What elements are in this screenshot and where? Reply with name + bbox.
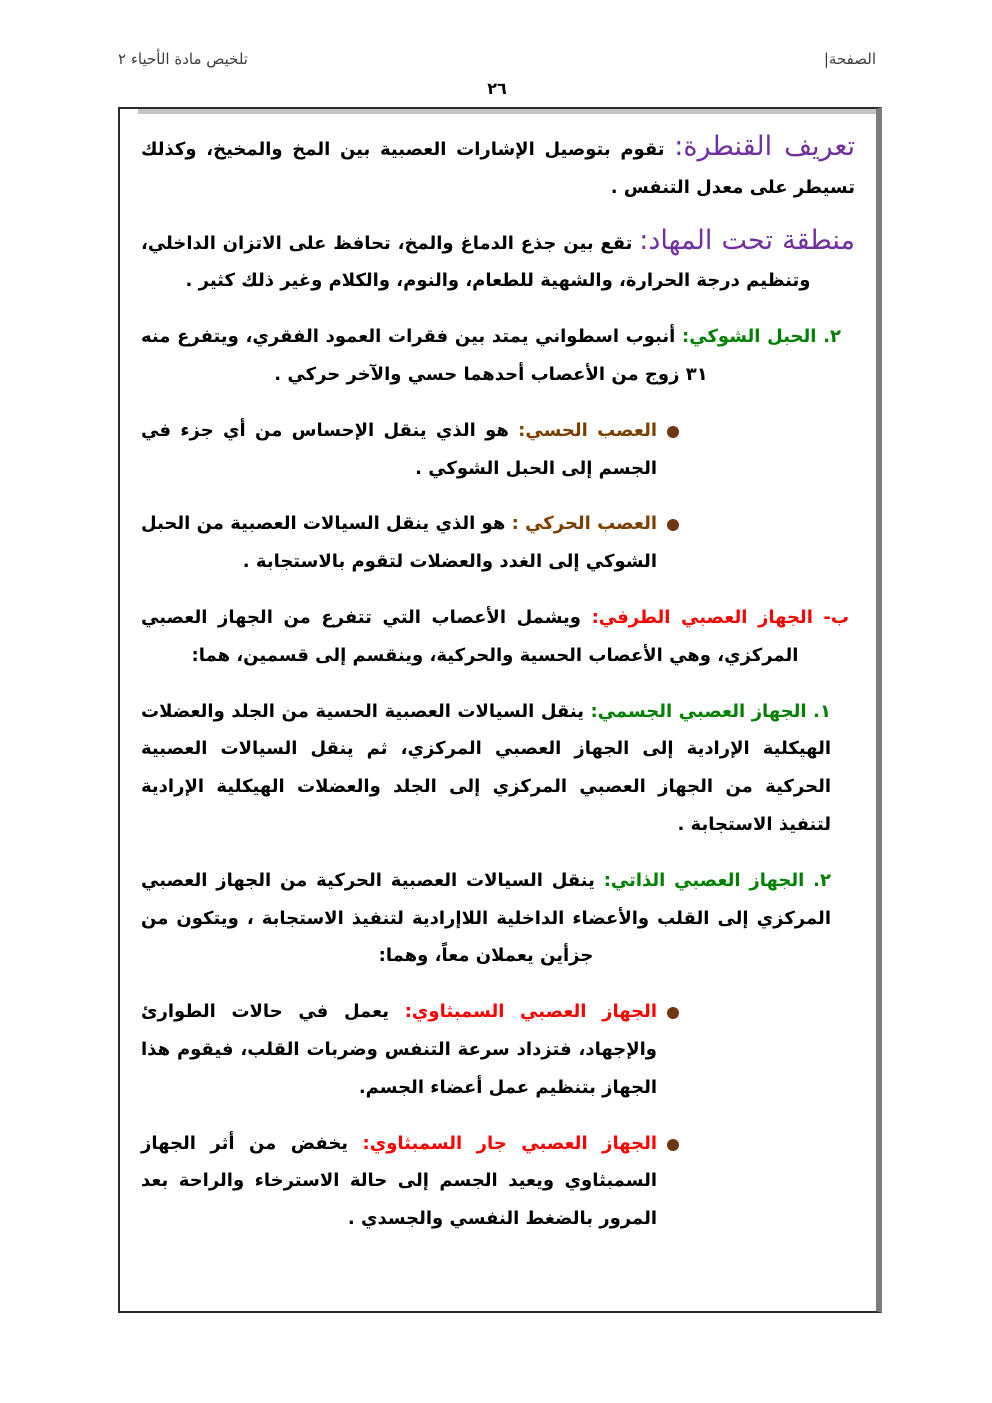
block-heading [141,131,855,207]
term-label: الجهاز العصبي الجسمي: [590,700,807,722]
term-label: العصب الحسي: [518,419,658,441]
body-text: يعمل في حالات الطوارئ والإجهاد، فتزداد سرعة التنفس وضربات القلب، فيقوم هذا الجهاز بتنظيم عمل أعضاء الجسم. [141,1001,657,1098]
document-title: تلخيص مادة الأحياء ٢ [118,50,248,68]
block-bullet [141,993,855,1106]
block-bullet [141,505,855,581]
list-marker: ٢. [804,869,831,891]
body-text: أنبوب اسطواني يمتد بين فقرات العمود الفقري، ويتفرع منه ٣١ زوج من الأعصاب أحدهما حسي والآخر حركي . [141,326,708,385]
block-numbered [141,862,855,975]
body-text: ويشمل الأعصاب التي تتفرع من الجهاز العصبي المركزي، وهي الأعصاب الحسية والحركية، وينقسم إلى قسمين، هما: [141,606,799,666]
list-marker: ب- [812,606,849,628]
bullet-icon [667,1007,679,1019]
content-box [118,107,882,1313]
block-numbered [141,693,855,844]
term-label: الجهاز العصبي السمبثاوي: [404,1001,657,1023]
page-number: ٢٦ [487,79,507,98]
page-header [118,50,876,68]
term-label: منطقة تحت المهاد: [639,224,855,256]
bullet-icon [667,426,679,438]
term-label: تعريف القنطرة: [674,131,855,162]
term-label: الجهاز العصبي الذاتي: [603,869,805,891]
page-label: الصفحة| [823,50,876,68]
block-heading [141,225,855,301]
term-label: العصب الحركي : [511,513,657,535]
term-label: الجهاز العصبي جار السمبثاوي: [362,1132,657,1154]
bullet-icon [667,1139,679,1151]
content-blocks [141,131,855,1238]
body-text: تقوم بتوصيل الإشارات العصبية بين المخ والمخيخ، وكذلك تسيطر على معدل التنفس . [141,139,855,198]
block-numbered [141,318,855,394]
body-text: يخفض من أثر الجهاز السمبثاوي ويعيد الجسم إلى حالة الاسترخاء والراحة بعد المرور بالضغط النفسي والجسدي . [141,1132,657,1230]
bullet-icon [667,519,679,531]
block-lettered [141,599,855,675]
list-marker: ٢. [816,326,841,348]
body-text: هو الذي ينقل السيالات العصبية من الحبل الشوكي إلى الغدد والعضلات لتقوم بالاستجابة . [141,513,657,573]
term-label: الحبل الشوكي: [682,326,817,348]
body-text: ينقل السيالات العصبية الحركية من الجهاز العصبي المركزي إلى القلب والأعضاء الداخلية اللاإرادية لتنفيذ الاستجابة ، ويتكون من جزأين يعملان معاً، وهما: [141,869,831,967]
list-marker: ١. [806,700,831,722]
term-label: الجهاز العصبي الطرفي: [591,606,813,628]
body-text: هو الذي ينقل الإحساس من أي جزء في الجسم إلى الحبل الشوكي . [141,419,657,479]
body-text: ينقل السيالات العصبية الحسية من الجلد والعضلات الهيكلية الإرادية إلى الجهاز العصبي المركزي، ثم ينقل السيالات العصبية الحركية من الجهاز العصبي المركزي إلى الجلد والعضلات الهيكلية الإرادية لتنفيذ الاستجابة . [141,700,831,835]
block-bullet [141,1125,855,1238]
block-bullet [141,412,855,488]
body-text: تقع بين جذع الدماغ والمخ، تحافظ على الاتزان الداخلي، وتنظيم درجة الحرارة، والشهية للطعام، والنوم، والكلام وغير ذلك كثير . [141,232,811,292]
